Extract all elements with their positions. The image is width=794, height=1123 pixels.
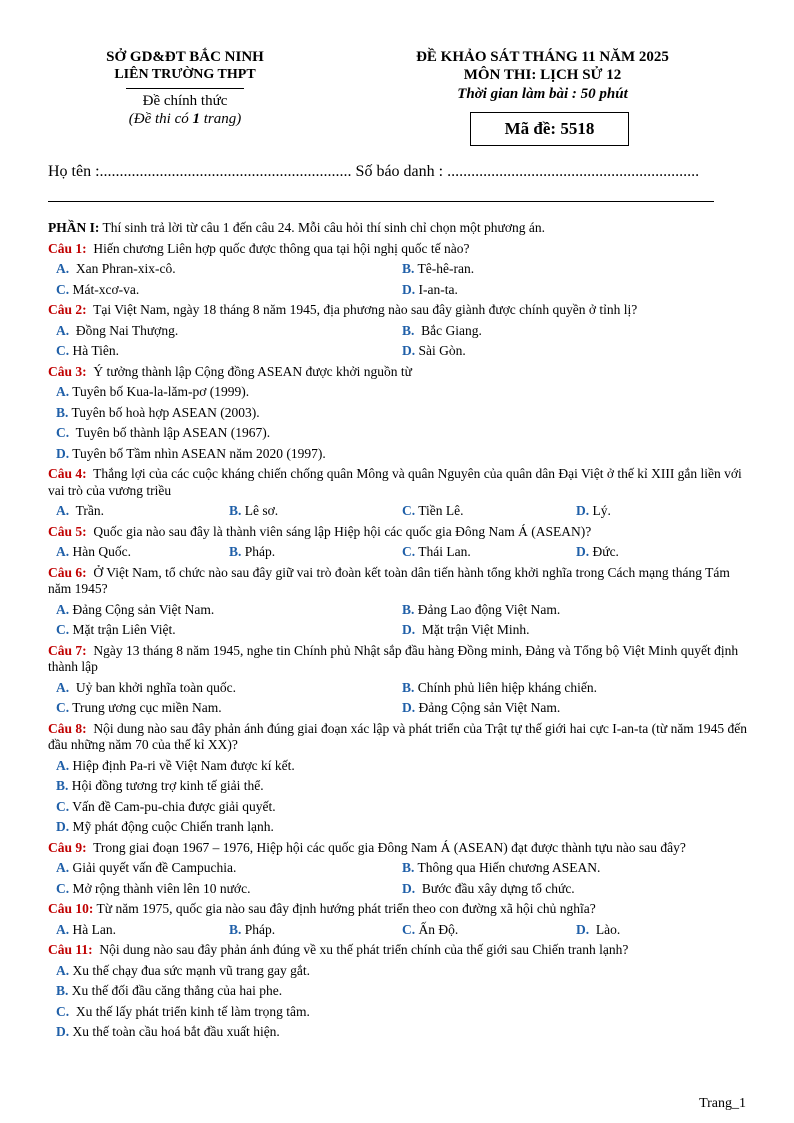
option-row <box>48 620 748 641</box>
option: A. Đảng Cộng sản Việt Nam. <box>56 601 215 617</box>
option-row <box>48 678 748 699</box>
option: A. Đồng Nai Thượng. <box>56 322 179 338</box>
option: B. Pháp. <box>229 544 276 559</box>
time-limit: Thời gian làm bài : 50 phút <box>457 86 628 102</box>
name-label: Họ tên : <box>48 163 100 180</box>
official-label: Đề chính thức <box>142 93 228 109</box>
option: D. Đảng Cộng sản Việt Nam. <box>402 700 561 715</box>
question-stem: Câu 7: Ngày 13 tháng 8 năm 1945, nghe tin Chính phủ Nhật sắp đầu hàng Đồng minh, Đảng và Tổng bộ Việt Minh quyết định thành lập <box>48 642 739 674</box>
option: C. Mở rộng thành viên lên 10 nước. <box>56 880 251 896</box>
option: C. Trung ương cục miền Nam. <box>56 700 222 715</box>
header-right <box>400 48 685 104</box>
option: B. Tê-hê-ran. <box>402 261 475 276</box>
question-stem: Câu 8: Nội dung nào sau đây phản ánh đúng giai đoạn xác lập và phát triển của Trật tự thế giới hai cực I-an-ta (từ năm 1945 đến đầu những năm 70 của thế kỉ XX)? <box>48 720 748 752</box>
question-stem: Câu 2: Tại Việt Nam, ngày 18 tháng 8 năm 1945, địa phương nào sau đây giành được chính quyền ở tỉnh lị? <box>48 302 638 317</box>
option: B. Hội đồng tương trợ kinh tế giải thể. <box>56 778 264 793</box>
exam-content <box>48 218 748 1043</box>
option-row <box>48 321 748 342</box>
question-stem: Câu 11: Nội dung nào sau đây phản ánh đúng về xu thế phát triển chính của thế giới sau Chiến tranh lạnh? <box>48 942 629 957</box>
option: C. Tuyên bố thành lập ASEAN (1967). <box>56 425 271 440</box>
question-stem: Câu 9: Trong giai đoạn 1967 – 1976, Hiệp hội các quốc gia Đông Nam Á (ASEAN) đạt được thành tựu nào sau đây? <box>48 839 686 855</box>
part-instruction: PHẦN I: Thí sinh trả lời từ câu 1 đến câu 24. Mỗi câu hỏi thí sinh chỉ chọn một phương án. <box>48 220 545 235</box>
option-row <box>48 280 748 301</box>
page-number: Trang_1 <box>699 1096 746 1111</box>
option: D. Bước đầu xây dựng tổ chức. <box>402 880 575 896</box>
option: B. Chính phủ liên hiệp kháng chiến. <box>402 679 597 695</box>
option: A. Xu thế chạy đua sức mạnh vũ trang gay gắt. <box>56 962 310 978</box>
option: C. Thái Lan. <box>402 544 471 559</box>
option: D. Sài Gòn. <box>402 343 466 358</box>
option: B. Thông qua Hiến chương ASEAN. <box>402 860 601 875</box>
option: C. Mặt trận Liên Việt. <box>56 622 176 637</box>
department-name: SỞ GD&ĐT BẮC NINH <box>106 49 264 65</box>
option: D. Mặt trận Việt Minh. <box>402 622 530 637</box>
option-row <box>48 600 748 621</box>
option: A. Hiệp định Pa-ri về Việt Nam được kí kết. <box>56 757 295 773</box>
subject-title: MÔN THI: LỊCH SỬ 12 <box>463 67 622 83</box>
option-row <box>48 259 748 280</box>
school-name: LIÊN TRƯỜNG THPT <box>114 67 256 82</box>
option-row <box>48 879 748 900</box>
id-field: ............................................................... <box>447 163 700 180</box>
option: C. Vấn đề Cam-pu-chia được giải quyết. <box>56 798 276 814</box>
exam-title: ĐỀ KHẢO SÁT THÁNG 11 NĂM 2025 <box>416 49 669 65</box>
id-label: Số báo danh : <box>351 163 448 180</box>
separator-line <box>48 201 714 202</box>
option: B. Tuyên bố hoà hợp ASEAN (2003). <box>56 404 260 420</box>
option: A. Hàn Quốc. <box>56 544 131 559</box>
option-row <box>48 341 748 362</box>
page-count-note: (Đề thi có 1 trang) <box>128 111 242 127</box>
question-stem: Câu 3: Ý tưởng thành lập Cộng đồng ASEAN được khởi nguồn từ <box>48 363 412 379</box>
option: B. Xu thế đối đầu căng thẳng của hai phe. <box>56 983 283 998</box>
option: B. Lê sơ. <box>229 503 279 518</box>
candidate-info-line <box>48 163 699 181</box>
exam-code-box: Mã đề: 5518 <box>470 112 629 146</box>
option: C. Ấn Độ. <box>402 921 459 937</box>
option: B. Đảng Lao động Việt Nam. <box>402 601 561 617</box>
option: A. Tuyên bố Kua-la-lăm-pơ (1999). <box>56 384 250 399</box>
option: C. Mát-xcơ-va. <box>56 281 140 297</box>
option-row <box>48 542 748 563</box>
name-field: ............................................................... <box>99 163 352 180</box>
option: D. Lý. <box>576 503 611 518</box>
option: C. Hà Tiên. <box>56 343 120 358</box>
question-stem: Câu 6: Ở Việt Nam, tổ chức nào sau đây giữ vai trò đoàn kết toàn dân tiến hành tổng khởi nghĩa trong Cách mạng tháng Tám năm 1945? <box>48 564 730 596</box>
option-row <box>48 858 748 879</box>
option: D. Lào. <box>576 921 621 937</box>
option-row <box>48 698 748 719</box>
option: A. Uỷ ban khởi nghĩa toàn quốc. <box>56 679 236 695</box>
question-stem: Câu 10: Từ năm 1975, quốc gia nào sau đây định hướng phát triển theo con đường xã hội chủ nghĩa? <box>48 901 596 916</box>
option: B. Bắc Giang. <box>402 322 482 338</box>
option: D. Tuyên bố Tầm nhìn ASEAN năm 2020 (1997). <box>56 445 326 461</box>
header-divider <box>126 88 244 89</box>
option: A. Hà Lan. <box>56 921 116 937</box>
option: A. Giải quyết vấn đề Campuchia. <box>56 860 237 875</box>
option: D. Đức. <box>576 544 619 559</box>
question-stem: Câu 5: Quốc gia nào sau đây là thành viên sáng lập Hiệp hội các quốc gia Đông Nam Á (ASEAN)? <box>48 523 592 539</box>
question-stem: Câu 4: Thắng lợi của các cuộc kháng chiến chống quân Mông và quân Nguyên của quân dân Đại Việt ở thế kỉ XIII gắn liền với vai trò của vương triều <box>48 466 742 498</box>
option: C. Xu thế lấy phát triển kinh tế làm trọng tâm. <box>56 1003 310 1019</box>
option: C. Tiền Lê. <box>402 503 464 518</box>
option-row <box>48 501 748 522</box>
option: B. Pháp. <box>229 921 276 937</box>
option: A. Trần. <box>56 503 105 518</box>
option: D. Xu thế toàn cầu hoá bắt đầu xuất hiện. <box>56 1024 280 1039</box>
option: A. Xan Phran-xix-cô. <box>56 261 176 276</box>
option: D. I-an-ta. <box>402 281 458 297</box>
question-stem: Câu 1: Hiến chương Liên hợp quốc được thông qua tại hội nghị quốc tế nào? <box>48 240 470 256</box>
option: D. Mỹ phát động cuộc Chiến tranh lạnh. <box>56 819 274 834</box>
option-row <box>48 920 748 941</box>
header-left <box>60 48 310 128</box>
